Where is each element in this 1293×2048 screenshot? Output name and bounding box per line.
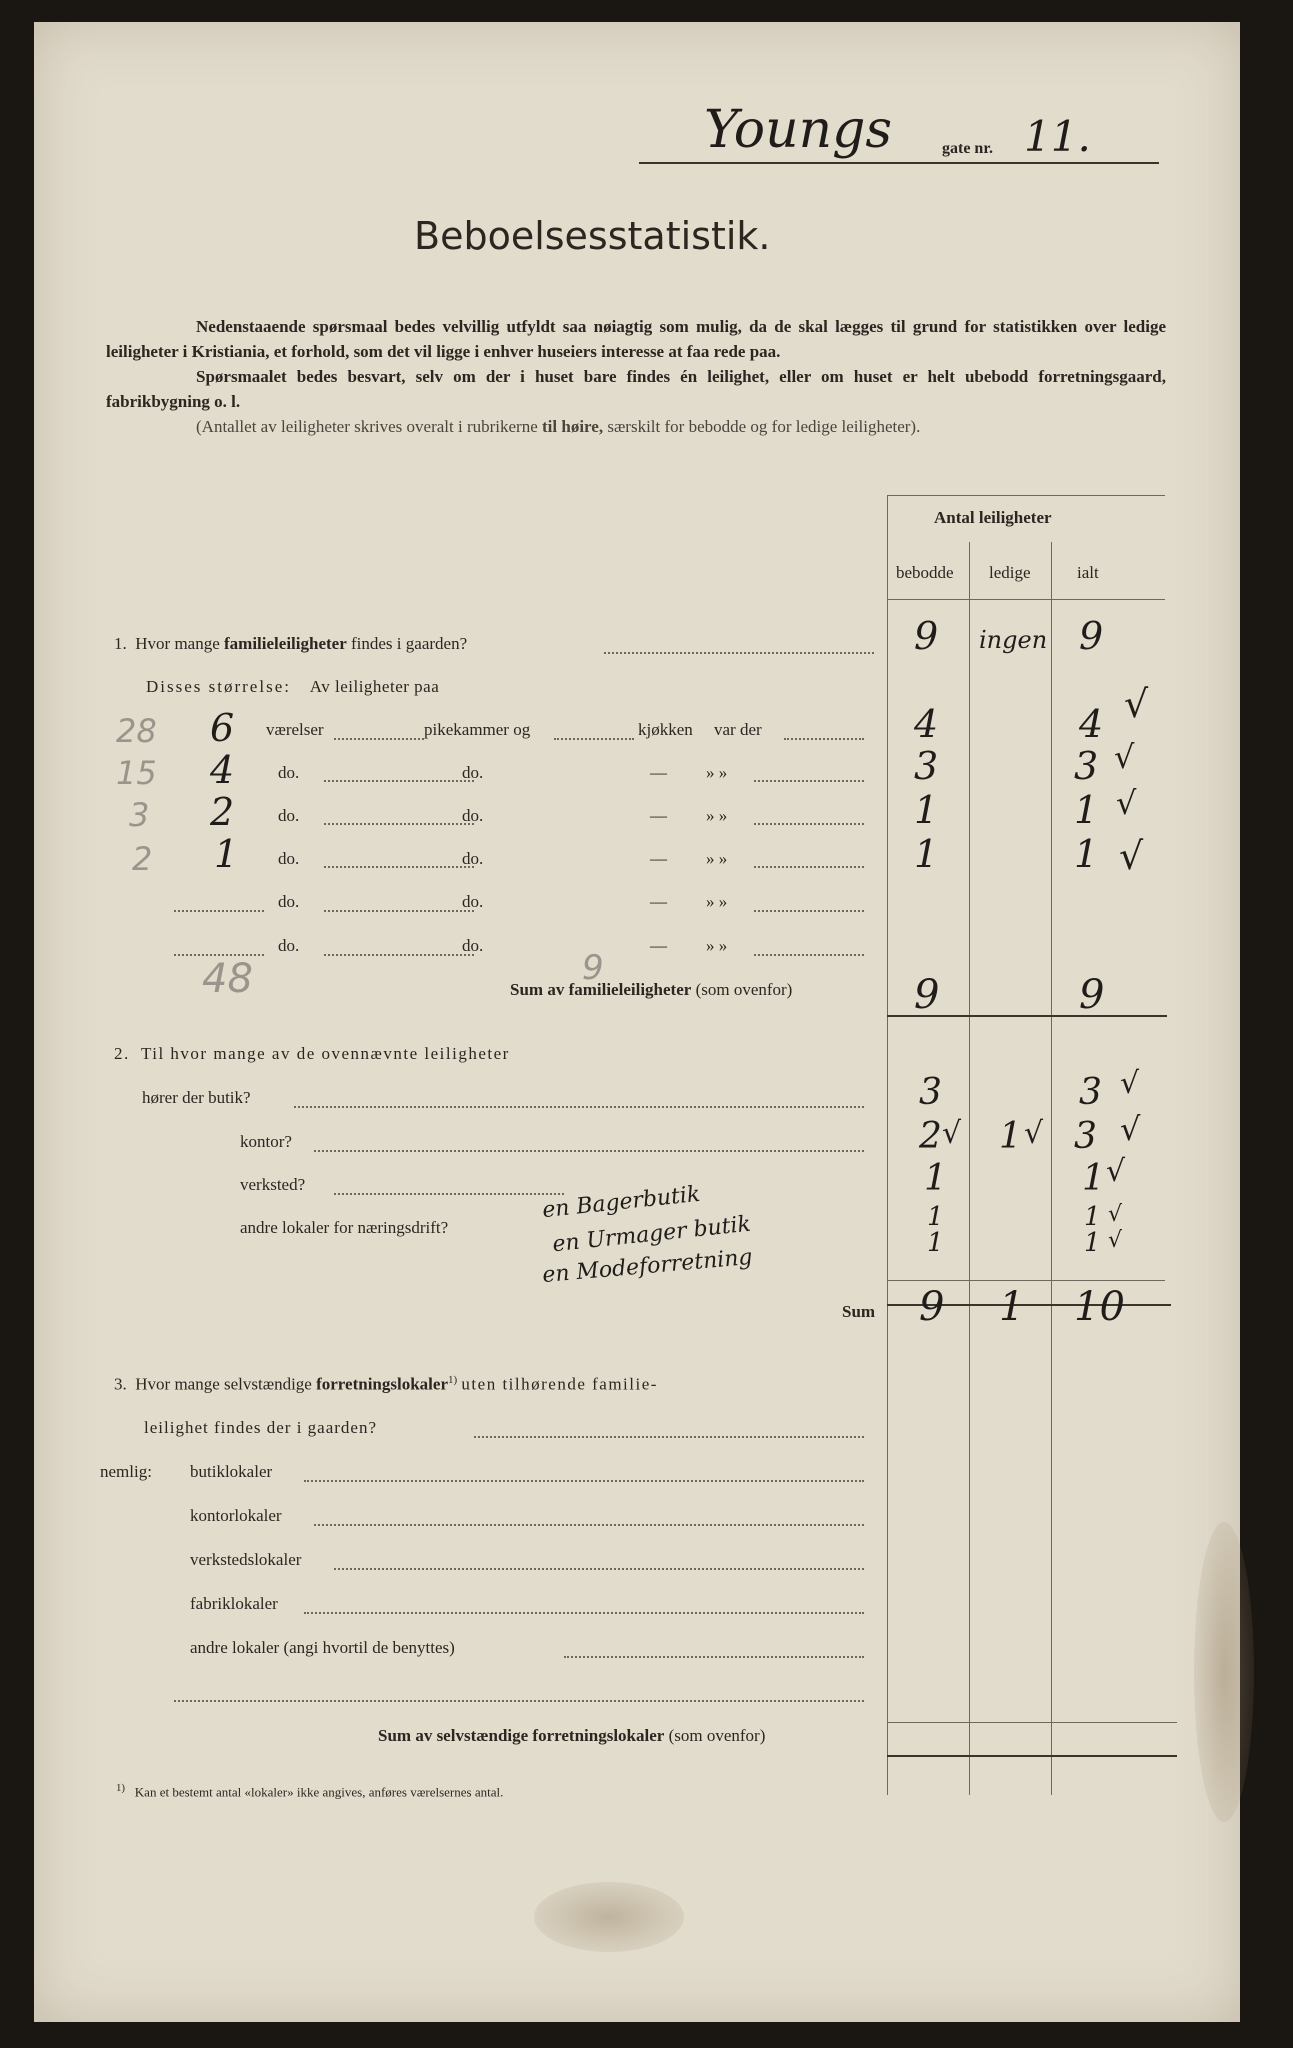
check-mark: √ [1108,1202,1123,1227]
dash: — [650,763,667,782]
row4-bebodde: 1 [914,832,939,876]
q2-kontor-bebodde: 2 [919,1116,942,1157]
quote-mark: » » [706,849,728,868]
q2-sum-ialt: 10 [1074,1284,1125,1330]
row2-bebodde: 3 [914,744,939,788]
intro-para-2: Spørsmaalet bedes besvart, selv om der i huset bare findes én leilighet, eller om huset er helt ubebodd forretningsgaard, fabrikbygning o. l. [106,367,1166,411]
q2-note-3: en Modeforretning [541,1244,754,1289]
q1-sizes-label [146,677,439,697]
sizes-label: Disses størrelse: [146,677,291,696]
check-mark: √ [1124,682,1149,726]
q2-sum-bebodde: 9 [919,1284,945,1330]
q3-item-2: kontorlokaler [190,1506,282,1525]
sizes-sub: Av leiligheter paa [309,677,440,696]
q2-andre: andre lokaler for næringsdrift? [240,1218,449,1237]
intro-para-1: Nedenstaaende spørsmaal bedes velvillig utfyldt saa nøiagtig som mulig, da de skal lægges til grund for statistikken over ledige leiligheter i Kristiania, et forhold, som det vil ligge i enhver huseiers interesse at faa rede paa. [106,317,1166,361]
check-mark: √ [1120,1110,1141,1148]
intro-para-3-pre: (Antallet av leiligheter skrives overalt i rubrikerne [196,417,538,436]
footnote [116,1782,503,1800]
q2-note-1: en Bagerbutik [541,1181,702,1224]
q1-post: findes i gaarden? [351,634,468,653]
q1-number: 1. [114,634,127,653]
pencil-note: 3 [129,796,150,834]
q1-pre: Hvor mange [135,634,220,653]
row4-ialt: 1 [1074,832,1099,876]
check-mark: √ [1114,738,1135,776]
q3-item-4: fabriklokaler [190,1594,278,1613]
quote-mark: » » [706,763,728,782]
q2-butik-ialt: 3 [1079,1072,1102,1113]
q1-answer-bebodde: 9 [914,614,939,658]
do-word: do. [462,806,484,825]
sum-label-post: (som ovenfor) [695,980,793,999]
do-word: do. [278,806,300,825]
gate-number: 11. [1024,112,1091,161]
q2-kontor-ledige: 1 [999,1116,1022,1157]
col-ledige: ledige [989,563,1031,582]
dash: — [650,892,667,911]
q2-question [114,1044,510,1064]
q3-pre: Hvor mange selvstændige [135,1374,312,1394]
rooms-count: 1 [214,832,239,876]
page-title: Beboelsesstatistik. [414,214,771,258]
q2-butik: hører der butik? [142,1088,251,1107]
dash: — [650,806,667,825]
q3-sum-bold: Sum av selvstændige forretningslokaler [378,1726,665,1745]
q1-sum-bebodde: 9 [914,972,940,1018]
q1-answer-ialt: 9 [1079,614,1104,658]
q3-sum [378,1726,765,1746]
q2-verksted-ialt: 1 [1082,1158,1105,1199]
row1-bebodde: 4 [914,702,939,746]
check-mark: √ [1119,834,1144,878]
q3-number: 3. [114,1374,127,1394]
var-der: var der [714,720,762,739]
q1-answer-ledige: ingen [979,626,1048,654]
row3-bebodde: 1 [914,788,939,832]
q2-number: 2. [114,1044,130,1063]
q2-kontor: kontor? [240,1132,292,1151]
q2-andre-bebodde-1: 1 [927,1202,944,1232]
row2-ialt: 3 [1074,744,1099,788]
quote-mark: » » [706,806,728,825]
check-mark: √ [1120,1066,1140,1101]
q1-sum-label [510,980,792,1000]
intro-para-3 [106,414,1166,439]
form-page [34,22,1240,2022]
maid-word: pikekammer og [424,720,531,739]
pencil-note: 2 [132,840,153,878]
q1-sum-ialt: 9 [1079,972,1105,1018]
footnote-mark: 1) [116,1782,126,1794]
check-mark: √ [1024,1116,1044,1151]
q2-andre-bebodde-2: 1 [927,1228,944,1258]
do-word: do. [462,849,484,868]
check-mark: √ [1116,784,1137,822]
gate-label: gate nr. [942,140,993,157]
do-word: do. [278,763,300,782]
q3-sum-post: (som ovenfor) [668,1726,766,1745]
q3-item-3: verkstedslokaler [190,1550,302,1569]
do-word: do. [462,936,484,955]
paper-stain [534,1882,684,1952]
quote-mark: » » [706,936,728,955]
q3-sup: 1) [448,1374,458,1386]
q2-note-2: en Urmager butik [551,1211,753,1258]
header-underline [639,162,1159,164]
q2-text: Til hvor mange av de ovennævnte leiligheter [140,1044,510,1063]
q2-sum-ledige: 1 [999,1284,1025,1330]
quote-mark: » » [706,892,728,911]
do-word: do. [462,892,484,911]
q1-bold: familieleiligheter [224,634,347,653]
q3-question [114,1374,658,1395]
intro-para-3-post: særskilt for bebodde og for ledige leiligheter). [607,417,921,436]
rooms-count: 4 [210,748,235,792]
sum-label-bold: Sum av familieleiligheter [510,980,692,999]
q2-kontor-ialt: 3 [1074,1116,1097,1157]
dash: — [650,849,667,868]
table-title: Antal leiligheter [934,508,1052,527]
do-word: do. [278,936,300,955]
col-ialt: ialt [1077,563,1099,582]
rooms-word: værelser [266,720,324,739]
do-word: do. [278,849,300,868]
pencil-note: 15 [116,754,157,792]
check-mark: √ [1108,1228,1123,1253]
rooms-count: 6 [210,706,235,750]
q2-andre-ialt-2: 1 [1084,1228,1101,1258]
check-mark: √ [1106,1154,1126,1189]
intro-para-3-bold: til høire, [542,417,604,436]
q1-question [114,634,467,654]
do-word: do. [462,763,484,782]
q2-verksted-bebodde: 1 [924,1158,947,1199]
q3-post: uten tilhørende familie- [461,1374,658,1394]
q2-andre-ialt-1: 1 [1084,1202,1101,1232]
q3-item-1: butiklokaler [190,1462,273,1481]
check-mark: √ [942,1116,962,1151]
col-bebodde: bebodde [896,563,954,582]
rooms-count: 2 [210,790,235,834]
do-word: do. [278,892,300,911]
q3-bold: forretningslokaler [316,1374,448,1394]
street-name: Youngs [704,100,893,160]
q3-nemlig: nemlig: [100,1462,152,1481]
footnote-text: Kan et bestemt antal «lokaler» ikke angives, anføres værelsernes antal. [134,1784,504,1800]
pencil-sum: 48 [202,956,253,1002]
pencil-nine: 9 [582,948,604,988]
q2-sum-label: Sum [842,1302,876,1321]
q3-line2: leilighet findes der i gaarden? [144,1418,378,1437]
q2-verksted: verksted? [240,1175,306,1194]
pencil-note: 28 [116,712,157,750]
row3-ialt: 1 [1074,788,1099,832]
paper-stain [1194,1522,1254,1822]
row1-ialt: 4 [1079,702,1104,746]
dash: — [650,936,667,955]
q2-butik-bebodde: 3 [919,1072,942,1113]
q3-item-5: andre lokaler (angi hvortil de benyttes) [190,1638,455,1657]
intro-text [106,314,1166,439]
kitchen-word: kjøkken [638,720,693,739]
